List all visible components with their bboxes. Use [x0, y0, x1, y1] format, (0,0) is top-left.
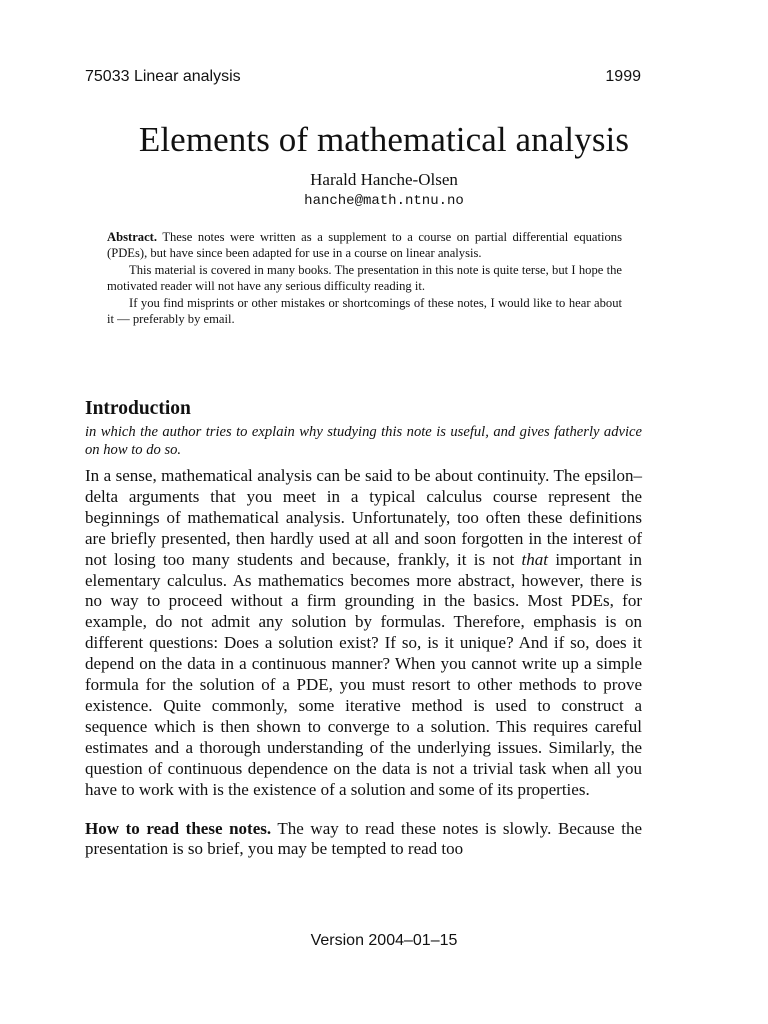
abstract-text-1: These notes were written as a supplement to a course on partial differential equations (PDEs), but have since been adapted for use in a course on linear analysis.	[107, 230, 623, 261]
body-text-2: The way to read these notes is slowly. Because the presentation is so brief, you may be tempted to read too	[85, 818, 643, 859]
author-email: hanche@math.ntnu.no	[304, 193, 464, 209]
body-paragraph-1	[85, 466, 642, 801]
section-heading: Introduction	[85, 398, 191, 419]
abstract-paragraph-1	[107, 229, 622, 262]
paragraph-run-in-heading: How to read these notes.	[85, 818, 272, 838]
body-text-1a: In a sense, mathematical analysis can be said to be about continuity. The epsilon–delta arguments that you meet in a typical calculus course represent the beginnings of mathematical analysis. Unfortunately, too often these definitions are briefly presented, then hardly used at all and soon forgotten in the interest of not losing too many students and because, frankly, it is not	[85, 466, 642, 569]
body-paragraph-2	[85, 819, 642, 861]
abstract-paragraph-3: If you find misprints or other mistakes or shortcomings of these notes, I would like to hear about it — preferably by email.	[107, 295, 622, 327]
section-subtitle: in which the author tries to explain why studying this note is useful, and gives fatherly advice on how to do so.	[85, 424, 642, 458]
body-text	[85, 466, 642, 860]
running-header-course: 75033 Linear analysis	[85, 68, 241, 85]
abstract	[107, 229, 622, 327]
paper-title: Elements of mathematical analysis	[138, 120, 630, 159]
emphasis-that: that	[521, 549, 548, 569]
body-text-1b: important in elementary calculus. As mathematics becomes more abstract, however, there is no way to proceed without a firm grounding in the basics. Most PDEs, for example, do not admit any solution by formulas. Therefore, emphasis is on different questions: Does a solution exist? If so, is it unique? And if so, does it depend on the data in a continuous manner? When you cannot write up a simple formula for the solution of a PDE, you must resort to other methods to prove existence. Quite commonly, some iterative method is used to construct a sequence which is then shown to converge to a solution. This requires careful estimates and a thorough understanding of the underlying issues. Similarly, the question of continuous dependence on the data is not a trivial task when all you have to work with is the existence of a solution and some of its properties.	[85, 549, 642, 799]
abstract-paragraph-2: This material is covered in many books. The presentation in this note is quite terse, but I hope the motivated reader will not have any serious difficulty reading it.	[107, 262, 622, 294]
version-footer: Version 2004–01–15	[310, 932, 458, 949]
abstract-label: Abstract.	[107, 230, 158, 244]
author-name: Harald Hanche-Olsen	[310, 170, 458, 189]
running-header-year: 1999	[605, 68, 641, 85]
